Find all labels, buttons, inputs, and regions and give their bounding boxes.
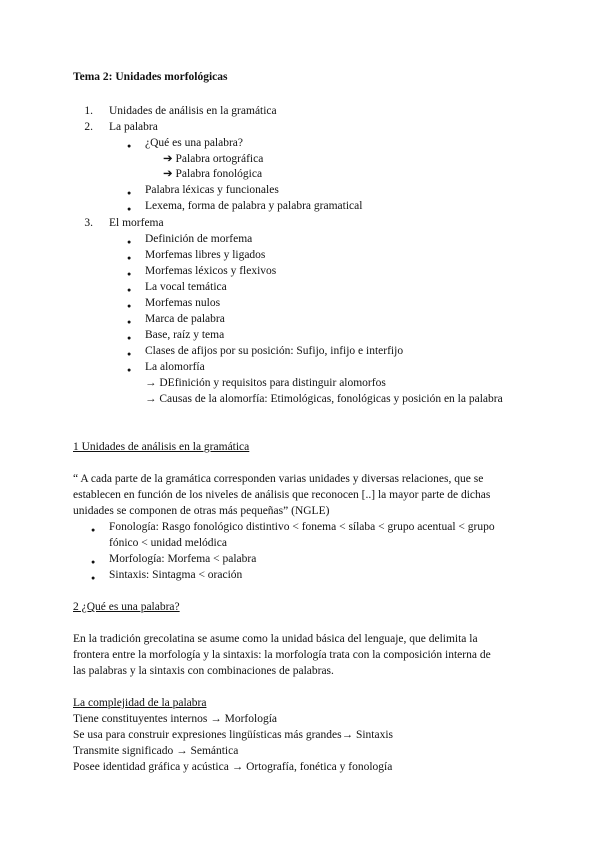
- quote-line: “ A cada parte de la gramática corresponden varias unidades y diversas relaciones, que se: [73, 473, 484, 485]
- page-title: Tema 2: Unidades morfológicas: [73, 71, 228, 83]
- complexity-line: Posee identidad gráfica y acústica → Ortografía, fonética y fonología: [73, 761, 393, 773]
- paragraph-line: En la tradición grecolatina se asume como la unidad básica del lenguaje, que delimita la: [73, 633, 478, 645]
- outline-arrow-item: [163, 167, 262, 181]
- outline-bullet: ● Lexema, forma de palabra y palabra gramatical: [145, 199, 362, 213]
- complexity-line: Tiene constituyentes internos → Morfología: [73, 713, 277, 725]
- number: 2.: [84, 121, 93, 133]
- outline-bullet: ● Base, raíz y tema: [145, 328, 224, 342]
- number: 1.: [84, 105, 93, 117]
- complexity-line: Se usa para construir expresiones lingüísticas más grandes→ Sintaxis: [73, 729, 394, 741]
- outline-sub-item: → Causas de la alomorfía: Etimológicas, fonológicas y posición en la palabra: [145, 393, 503, 405]
- outline-bullet: ● La alomorfía: [145, 360, 205, 374]
- quote-line: unidades se componen de otras más pequeñas” (NGLE): [73, 505, 330, 517]
- outline-item-1: Unidades de análisis en la gramática: [109, 105, 277, 117]
- section-1-bullet: ● Fonología: Rasgo fonológico distintivo < fonema < sílaba < grupo acentual < grupo: [109, 520, 495, 534]
- outline-item-3: El morfema: [109, 217, 164, 229]
- complexity-line: Transmite significado → Semántica: [73, 745, 239, 757]
- outline-bullet: ● Palabra léxicas y funcionales: [145, 183, 279, 197]
- sub-heading: La complejidad de la palabra: [73, 697, 207, 709]
- outline-arrow-text: Palabra fonológica: [175, 168, 263, 180]
- outline-bullet: ● Marca de palabra: [145, 312, 225, 326]
- quote-line: establecen en función de los niveles de análisis que reconocen [..] la mayor parte de dichas: [73, 489, 491, 501]
- outline-arrow-item: [163, 152, 263, 166]
- outline-sub-item: → DEfinición y requisitos para distinguir alomorfos: [145, 377, 386, 389]
- arrow-icon: ➔: [163, 168, 176, 180]
- outline-item-2: La palabra: [109, 121, 158, 133]
- section-2-heading: 2 ¿Qué es una palabra?: [73, 601, 180, 613]
- outline-bullet: ● Morfemas léxicos y flexivos: [145, 264, 276, 278]
- number: 3.: [84, 217, 93, 229]
- arrow-icon: ➔: [163, 153, 176, 165]
- outline-bullet: ● La vocal temática: [145, 280, 227, 294]
- section-1-bullet-continuation: fónico < unidad melódica: [109, 537, 227, 549]
- outline-arrow-text: Palabra ortográfica: [175, 153, 264, 165]
- outline-bullet: ● Definición de morfema: [145, 232, 252, 246]
- outline-bullet: ● Morfemas libres y ligados: [145, 248, 265, 262]
- paragraph-line: las palabras y la sintaxis con combinaciones de palabras.: [73, 665, 334, 677]
- paragraph-line: frontera entre la morfología y la sintaxis: la morfología trata con la composición interna de: [73, 649, 491, 661]
- section-1-bullet: ● Sintaxis: Sintagma < oración: [109, 568, 242, 582]
- outline-bullet: ● Clases de afijos por su posición: Sufijo, infijo e interfijo: [145, 344, 403, 358]
- outline-bullet: ● Morfemas nulos: [145, 296, 220, 310]
- section-1-bullet: ● Morfología: Morfema < palabra: [109, 552, 256, 566]
- outline-bullet: ● ¿Qué es una palabra?: [145, 136, 243, 150]
- section-1-heading: 1 Unidades de análisis en la gramática: [73, 441, 250, 453]
